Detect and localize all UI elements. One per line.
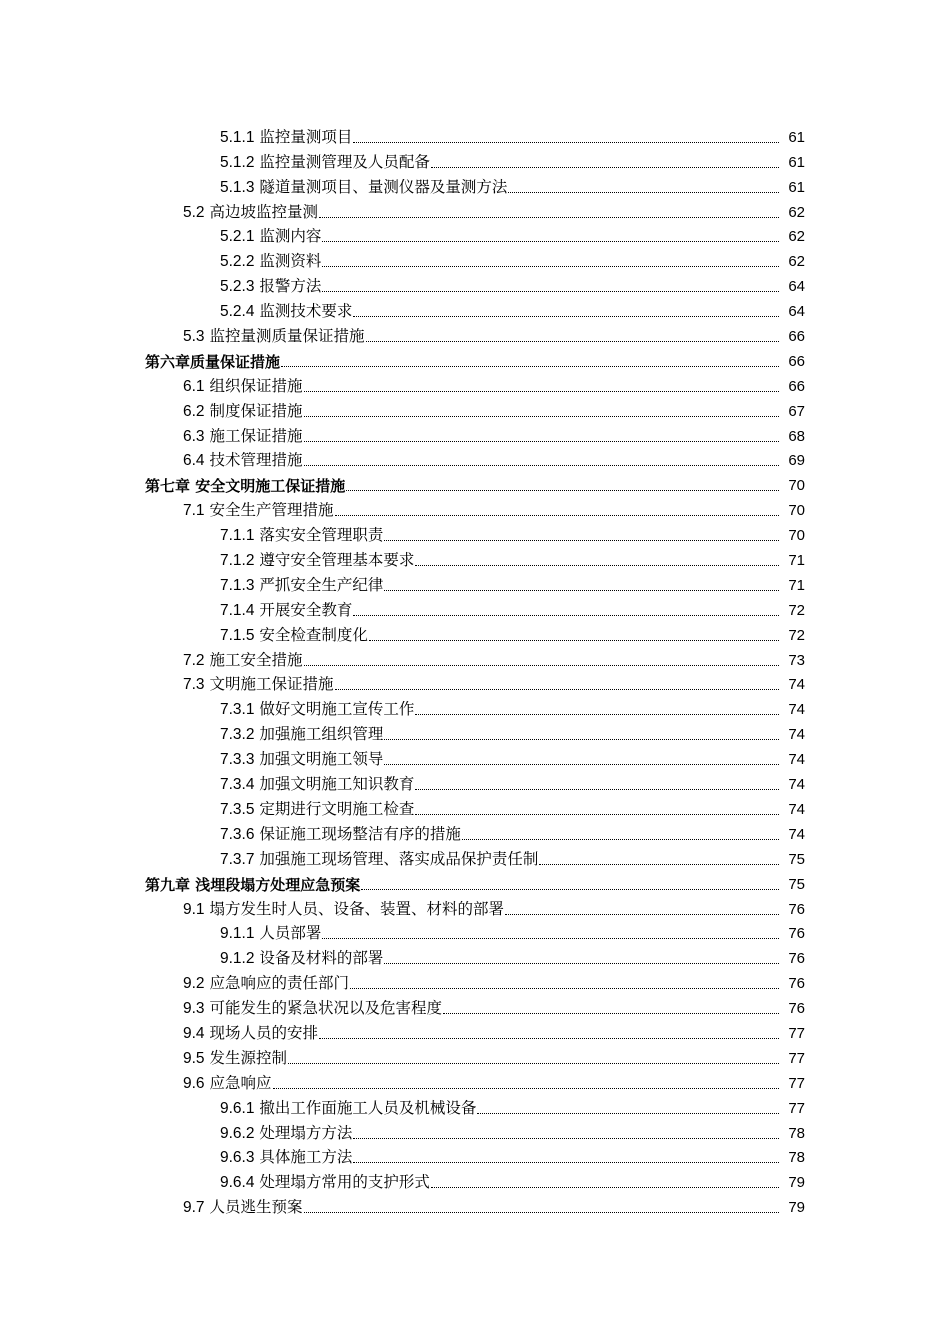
- dot-leader: [366, 340, 779, 342]
- toc-entry-number: 5.2.1: [220, 228, 255, 246]
- toc-entry-page-number: 74: [788, 676, 805, 694]
- dot-leader: [384, 962, 779, 964]
- dot-leader: [505, 913, 779, 915]
- toc-entry-number: 9.1.1: [220, 925, 255, 943]
- toc-entry-page-number: 77: [788, 1049, 805, 1067]
- toc-entry-page-number: 66: [788, 377, 805, 395]
- toc-entry-title: [183, 899, 504, 920]
- dot-leader: [346, 489, 779, 491]
- toc-entry-title: [220, 824, 461, 845]
- toc-entry-number: 7.3.5: [220, 800, 255, 818]
- dot-leader: [304, 464, 779, 466]
- toc-entry-page-number: 75: [788, 850, 805, 868]
- dot-leader: [369, 639, 779, 641]
- toc-entry[interactable]: [0, 299, 950, 324]
- toc-entry-title: [220, 525, 383, 546]
- toc-entry-page-number: 74: [788, 825, 805, 843]
- toc-entry-number: 5.3: [183, 328, 205, 346]
- toc-entry-title: [220, 550, 414, 571]
- toc-entry-number: 7.3.2: [220, 726, 255, 744]
- toc-entry-number: 9.1.2: [220, 950, 255, 968]
- dot-leader: [462, 838, 779, 840]
- dot-leader: [350, 987, 779, 989]
- dot-leader: [508, 191, 779, 193]
- toc-entry-title: [220, 127, 352, 148]
- dot-leader: [353, 141, 779, 143]
- toc-entry-title: [183, 326, 365, 347]
- dot-leader: [304, 664, 779, 666]
- toc-entry-title: [220, 1098, 476, 1119]
- toc-entry-page-number: 71: [788, 576, 805, 594]
- toc-entry-number: 7.3.1: [220, 701, 255, 719]
- toc-entry-text: 遵守安全管理基本要求: [259, 551, 415, 570]
- dot-leader: [384, 539, 779, 541]
- toc-entry-text: 人员部署: [259, 924, 322, 943]
- toc-entry-text: 报警方法: [259, 277, 322, 296]
- toc-entry-title: [183, 650, 303, 671]
- toc-entry-page-number: 74: [788, 751, 805, 769]
- toc-entry-number: 7.1.3: [220, 576, 255, 594]
- toc-entry[interactable]: [0, 747, 950, 772]
- toc-entry-number: 6.3: [183, 427, 205, 445]
- toc-entry-number: 5.1.2: [220, 153, 255, 171]
- toc-entry-title: [220, 152, 430, 173]
- toc-entry-page-number: 77: [788, 1099, 805, 1117]
- dot-leader: [415, 713, 779, 715]
- toc-entry[interactable]: [0, 548, 950, 573]
- toc-entry-text: 制度保证措施: [209, 401, 303, 420]
- toc-entry-text: 应急响应: [209, 1073, 272, 1092]
- toc-entry-number: 6.2: [183, 402, 205, 420]
- toc-entry-number: 9.4: [183, 1024, 205, 1042]
- toc-entry-number: 9.3: [183, 1000, 205, 1018]
- toc-entry-page-number: 61: [788, 153, 805, 171]
- toc-entry-page-number: 70: [788, 477, 805, 495]
- toc-entry-page-number: 62: [788, 253, 805, 271]
- toc-entry-page-number: 70: [788, 502, 805, 520]
- toc-entry-number: 9.2: [183, 975, 205, 993]
- toc-entry-title: [220, 301, 352, 322]
- toc-entry-title: [183, 426, 303, 447]
- toc-entry-text: 加强施工组织管理: [259, 725, 384, 744]
- toc-entry[interactable]: [0, 324, 950, 349]
- toc-entry[interactable]: [0, 897, 950, 922]
- toc-entry-page-number: 62: [788, 203, 805, 221]
- toc-entry-page-number: 75: [788, 875, 805, 893]
- toc-entry-title: [220, 749, 383, 770]
- toc-entry-text: 安全生产管理措施: [209, 501, 334, 520]
- toc-entry-text: 技术管理措施: [209, 451, 303, 470]
- toc-entry-number: 5.1.3: [220, 178, 255, 196]
- dot-leader: [353, 614, 779, 616]
- toc-entry[interactable]: [0, 797, 950, 822]
- toc-entry-number: 5.2.4: [220, 303, 255, 321]
- toc-entry-number: 9.7: [183, 1199, 205, 1217]
- toc-entry-text: 落实安全管理职责: [259, 526, 384, 545]
- dot-leader: [415, 564, 779, 566]
- toc-entry[interactable]: [0, 498, 950, 523]
- toc-entry-page-number: 71: [788, 552, 805, 570]
- dot-leader: [415, 788, 779, 790]
- toc-entry[interactable]: [0, 697, 950, 722]
- toc-entry-page-number: 66: [788, 328, 805, 346]
- toc-entry[interactable]: [0, 822, 950, 847]
- dot-leader: [384, 763, 779, 765]
- toc-entry-title: [220, 276, 321, 297]
- toc-entry-text: 加强文明施工领导: [259, 750, 384, 769]
- dot-leader: [335, 688, 779, 690]
- dot-leader: [384, 589, 779, 591]
- toc-entry[interactable]: [0, 125, 950, 150]
- dot-leader: [384, 738, 779, 740]
- toc-entry-title: [183, 1023, 318, 1044]
- toc-entry-number: 7.3.7: [220, 850, 255, 868]
- toc-entry[interactable]: [0, 996, 950, 1021]
- dot-leader: [322, 937, 779, 939]
- toc-entry-number: 7.3.3: [220, 751, 255, 769]
- toc-entry-title: [145, 352, 280, 372]
- toc-entry-number: 9.6.4: [220, 1174, 255, 1192]
- toc-entry-text: 施工安全措施: [209, 650, 303, 669]
- toc-entry-title: [183, 1197, 303, 1218]
- toc-entry-text: 做好文明施工宣传工作: [259, 700, 415, 719]
- toc-entry-text: 隧道量测项目、量测仪器及量测方法: [259, 177, 508, 196]
- toc-entry-page-number: 74: [788, 800, 805, 818]
- dot-leader: [273, 1087, 779, 1089]
- toc-entry-text: 高边坡监控量测: [209, 202, 319, 221]
- toc-entry-number: 6.4: [183, 452, 205, 470]
- toc-entry-title: [220, 1172, 430, 1193]
- toc-entry-number: 9.6.3: [220, 1149, 255, 1167]
- toc-entry[interactable]: [0, 946, 950, 971]
- dot-leader: [319, 1037, 779, 1039]
- toc-entry-text: 开展安全教育: [259, 600, 353, 619]
- dot-leader: [353, 315, 779, 317]
- dot-leader: [322, 265, 779, 267]
- toc-entry[interactable]: [0, 673, 950, 698]
- toc-entry-title: [220, 600, 352, 621]
- toc-entry-title: [183, 376, 303, 397]
- dot-leader: [443, 1012, 779, 1014]
- toc-entry-number: 9.6.2: [220, 1124, 255, 1142]
- dot-leader: [431, 166, 779, 168]
- toc-entry-text: 监控量测质量保证措施: [209, 327, 365, 346]
- toc-entry-title: [220, 177, 507, 198]
- toc-entry-number: 9.6.1: [220, 1099, 255, 1117]
- toc-entry-title: [145, 875, 360, 895]
- toc-entry-title: [220, 226, 321, 247]
- toc-entry-title: [220, 849, 538, 870]
- toc-entry[interactable]: [0, 449, 950, 474]
- toc-entry-text: 监测技术要求: [259, 302, 353, 321]
- toc-entry[interactable]: [0, 175, 950, 200]
- toc-entry-title: [220, 774, 414, 795]
- toc-entry-number: 9.1: [183, 900, 205, 918]
- toc-entry-text: 塌方发生时人员、设备、装置、材料的部署: [209, 899, 505, 918]
- toc-entry[interactable]: [0, 847, 950, 872]
- toc-entry-page-number: 70: [788, 527, 805, 545]
- toc-entry-text: 撤出工作面施工人员及机械设备: [259, 1098, 477, 1117]
- toc-entry[interactable]: [0, 1071, 950, 1096]
- toc-entry-title: [183, 674, 334, 695]
- toc-entry[interactable]: [0, 623, 950, 648]
- toc-entry-title: [183, 1073, 272, 1094]
- toc-entry[interactable]: [0, 772, 950, 797]
- toc-entry-text: 施工保证措施: [209, 426, 303, 445]
- toc-entry-title: [183, 401, 303, 422]
- toc-entry[interactable]: [0, 1146, 950, 1171]
- toc-entry-title: [220, 625, 368, 646]
- dot-leader: [304, 440, 779, 442]
- toc-entry[interactable]: [0, 249, 950, 274]
- toc-entry-text: 监控量测管理及人员配备: [259, 152, 430, 171]
- toc-entry-title: [183, 500, 334, 521]
- toc-entry-text: 严抓安全生产纪律: [259, 575, 384, 594]
- toc-entry[interactable]: [0, 200, 950, 225]
- dot-leader: [288, 1062, 779, 1064]
- toc-entry[interactable]: [0, 722, 950, 747]
- table-of-contents: [0, 125, 950, 1220]
- toc-entry-number: 5.1.1: [220, 128, 255, 146]
- toc-entry[interactable]: [0, 523, 950, 548]
- toc-entry-page-number: 74: [788, 701, 805, 719]
- toc-entry-text: 组织保证措施: [209, 376, 303, 395]
- toc-entry-text: 文明施工保证措施: [209, 675, 334, 694]
- toc-entry-title: [220, 724, 383, 745]
- toc-entry-page-number: 73: [788, 651, 805, 669]
- toc-entry-number: 7.1.2: [220, 552, 255, 570]
- toc-entry-number: 7.1.5: [220, 626, 255, 644]
- toc-entry-title: [145, 476, 345, 496]
- toc-entry-page-number: 78: [788, 1124, 805, 1142]
- toc-entry[interactable]: [0, 424, 950, 449]
- toc-entry-number: 9.5: [183, 1049, 205, 1067]
- dot-leader: [304, 1211, 779, 1213]
- toc-entry-title: [183, 998, 442, 1019]
- toc-entry-text: 处理塌方常用的支护形式: [259, 1173, 430, 1192]
- toc-entry-page-number: 79: [788, 1199, 805, 1217]
- toc-entry-text: 第七章 安全文明施工保证措施: [145, 477, 346, 496]
- toc-entry[interactable]: [0, 374, 950, 399]
- toc-entry-page-number: 72: [788, 626, 805, 644]
- toc-entry-number: 5.2.3: [220, 278, 255, 296]
- toc-entry-title: [220, 923, 321, 944]
- toc-entry[interactable]: [0, 1170, 950, 1195]
- toc-entry[interactable]: [0, 225, 950, 250]
- toc-entry[interactable]: [0, 1195, 950, 1220]
- dot-leader: [281, 365, 779, 367]
- toc-entry-page-number: 76: [788, 1000, 805, 1018]
- toc-entry-title: [183, 973, 349, 994]
- toc-entry-number: 7.3.4: [220, 776, 255, 794]
- toc-entry-text: 具体施工方法: [259, 1148, 353, 1167]
- toc-entry-text: 监控量测项目: [259, 127, 353, 146]
- toc-entry[interactable]: [0, 598, 950, 623]
- toc-entry-number: 7.1: [183, 502, 205, 520]
- toc-entry-page-number: 76: [788, 975, 805, 993]
- toc-entry-page-number: 62: [788, 228, 805, 246]
- toc-entry-text: 处理塌方方法: [259, 1123, 353, 1142]
- toc-entry-number: 5.2: [183, 203, 205, 221]
- toc-entry-number: 7.2: [183, 651, 205, 669]
- toc-entry[interactable]: [0, 922, 950, 947]
- toc-entry-page-number: 61: [788, 178, 805, 196]
- toc-entry-title: [220, 1123, 352, 1144]
- toc-entry-text: 加强文明施工知识教育: [259, 775, 415, 794]
- dot-leader: [431, 1186, 779, 1188]
- toc-entry-page-number: 77: [788, 1024, 805, 1042]
- toc-entry-page-number: 79: [788, 1174, 805, 1192]
- dot-leader: [322, 290, 779, 292]
- toc-entry-title: [183, 450, 303, 471]
- dot-leader: [415, 813, 779, 815]
- toc-entry-title: [183, 202, 318, 223]
- toc-entry-page-number: 78: [788, 1149, 805, 1167]
- toc-entry-text: 人员逃生预案: [209, 1198, 303, 1217]
- toc-entry[interactable]: [0, 150, 950, 175]
- dot-leader: [477, 1112, 779, 1114]
- toc-entry-title: [220, 699, 414, 720]
- toc-entry-text: 发生源控制: [209, 1048, 288, 1067]
- toc-entry-page-number: 67: [788, 402, 805, 420]
- toc-entry[interactable]: [0, 872, 950, 897]
- toc-entry-number: 7.1.4: [220, 601, 255, 619]
- toc-entry-page-number: 74: [788, 726, 805, 744]
- toc-entry-number: 7.1.1: [220, 527, 255, 545]
- toc-entry-text: 保证施工现场整洁有序的措施: [259, 824, 461, 843]
- toc-entry[interactable]: [0, 473, 950, 498]
- toc-entry-number: 7.3: [183, 676, 205, 694]
- toc-entry-page-number: 77: [788, 1074, 805, 1092]
- dot-leader: [353, 1161, 779, 1163]
- toc-entry[interactable]: [0, 349, 950, 374]
- toc-entry-text: 加强施工现场管理、落实成品保护责任制: [259, 849, 539, 868]
- toc-entry-title: [220, 1147, 352, 1168]
- toc-entry-page-number: 69: [788, 452, 805, 470]
- toc-entry-page-number: 64: [788, 303, 805, 321]
- toc-entry[interactable]: [0, 1046, 950, 1071]
- toc-entry-page-number: 66: [788, 352, 805, 370]
- toc-entry-text: 第六章质量保证措施: [145, 352, 281, 371]
- toc-entry-text: 应急响应的责任部门: [209, 974, 350, 993]
- toc-entry-text: 第九章 浅埋段塌方处理应急预案: [145, 875, 361, 894]
- toc-entry[interactable]: [0, 1021, 950, 1046]
- toc-entry-text: 监测资料: [259, 252, 322, 271]
- dot-leader: [335, 514, 779, 516]
- toc-entry-text: 监测内容: [259, 227, 322, 246]
- dot-leader: [304, 390, 779, 392]
- dot-leader: [361, 888, 779, 890]
- toc-entry[interactable]: [0, 274, 950, 299]
- toc-entry-text: 可能发生的紧急状况以及危害程度: [209, 999, 443, 1018]
- toc-entry-page-number: 64: [788, 278, 805, 296]
- toc-entry-page-number: 76: [788, 950, 805, 968]
- toc-entry-text: 安全检查制度化: [259, 625, 368, 644]
- toc-entry-text: 定期进行文明施工检查: [259, 799, 415, 818]
- toc-entry[interactable]: [0, 1121, 950, 1146]
- toc-entry-page-number: 74: [788, 776, 805, 794]
- toc-entry-page-number: 72: [788, 601, 805, 619]
- toc-entry-page-number: 76: [788, 900, 805, 918]
- toc-entry-title: [220, 575, 383, 596]
- dot-leader: [322, 240, 779, 242]
- toc-entry-text: 现场人员的安排: [209, 1023, 319, 1042]
- toc-entry[interactable]: [0, 971, 950, 996]
- toc-entry[interactable]: [0, 1096, 950, 1121]
- toc-entry-text: 设备及材料的部署: [259, 949, 384, 968]
- toc-entry-title: [220, 948, 383, 969]
- toc-entry-title: [183, 1048, 287, 1069]
- dot-leader: [319, 216, 779, 218]
- dot-leader: [539, 863, 779, 865]
- toc-entry[interactable]: [0, 648, 950, 673]
- dot-leader: [353, 1137, 779, 1139]
- toc-entry-title: [220, 251, 321, 272]
- toc-entry[interactable]: [0, 399, 950, 424]
- dot-leader: [304, 415, 779, 417]
- toc-entry-page-number: 68: [788, 427, 805, 445]
- toc-entry-number: 5.2.2: [220, 253, 255, 271]
- toc-entry-number: 7.3.6: [220, 825, 255, 843]
- toc-entry-title: [220, 799, 414, 820]
- toc-entry-page-number: 76: [788, 925, 805, 943]
- toc-entry-page-number: 61: [788, 128, 805, 146]
- toc-entry[interactable]: [0, 573, 950, 598]
- toc-entry-number: 6.1: [183, 377, 205, 395]
- toc-entry-number: 9.6: [183, 1074, 205, 1092]
